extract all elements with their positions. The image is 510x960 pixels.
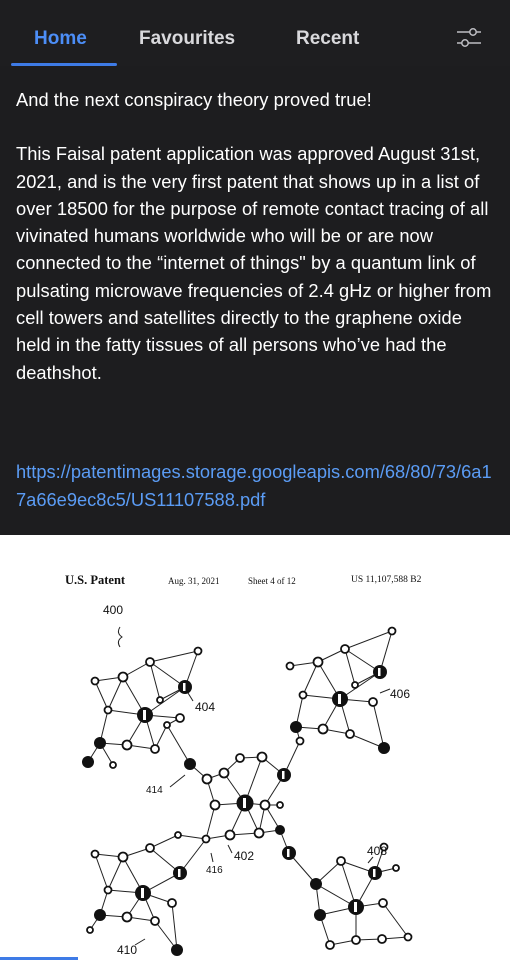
label-406: 406: [390, 687, 411, 701]
label-414: 414: [146, 785, 163, 796]
label-408: 408: [367, 844, 388, 858]
network-diagram: [0, 535, 510, 960]
tab-recent[interactable]: Recent: [296, 28, 360, 49]
label-404: 404: [195, 700, 216, 714]
post-headline: And the next conspiracy theory proved true!: [16, 89, 372, 110]
post-paragraph: This Faisal patent application was approved August 31st, 2021, and is the very first patent that shows up in a list of over 18500 for the purpose of remote contact tracing of all vivinated humans worldwide who will be or are now connected to the “internet of things" by a quantum link of pulsating microwave frequencies of 2.4 gHz or higher from cell towers and satellites directly to the graphene oxide held in the fatty tissues of all persons who’ve had the deathshot.: [16, 143, 492, 383]
top-nav-bar: [0, 0, 510, 66]
label-400: 400: [103, 603, 124, 617]
post-body: [16, 86, 500, 386]
patent-image[interactable]: [0, 535, 510, 960]
label-416: 416: [206, 865, 223, 876]
patent-sheet: Sheet 4 of 12: [248, 576, 296, 586]
tab-home[interactable]: Home: [34, 28, 87, 49]
sliders-icon[interactable]: [454, 26, 484, 50]
post-link[interactable]: https://patentimages.storage.googleapis.com/68/80/73/6a17a66e9ec8c5/US11107588.pdf: [16, 461, 492, 510]
active-tab-indicator: [11, 63, 117, 66]
tab-favourites[interactable]: Favourites: [139, 28, 236, 49]
patent-number: US 11,107,588 B2: [351, 575, 422, 585]
patent-date: Aug. 31, 2021: [168, 576, 220, 586]
label-410: 410: [117, 943, 138, 957]
patent-header-label: U.S. Patent: [65, 573, 126, 587]
label-402: 402: [234, 849, 255, 863]
